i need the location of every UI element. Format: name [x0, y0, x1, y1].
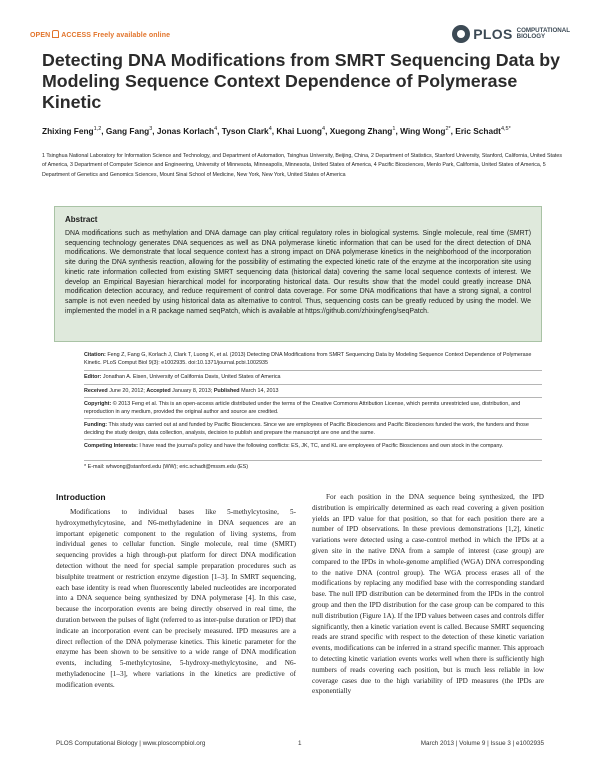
page-number: 1	[298, 740, 302, 747]
intro-paragraph: For each position in the DNA sequence being synthesized, the IPD distribution is empirically determined as each read covering a given position yields an IPD value for that position, so that for each position there are a number of IPD observations. In these previous demonstrations [1,2], kinetic variations were detected using a case-control method in which the IPDs at a given site in the native DNA from a sample of interest (case group) are compared to the IPDs in whole-genome amplified (WGA) DNA corresponding to the native DNA (control group). The WGA process erases all of the modifications by replacing any modified base with the corresponding standard base. The null IPD distribution can be determined from the IPDs in the control group and then the IPD distribution for the case group can be compared to this null distribution (Figure 1A). If the IPD values between cases and controls differ significantly, then a kinetic variation event is called. Because SMRT sequencing reads are strand specific with respect to the detection of these kinetic variation events, modifications can be inferred in a strand specific manner. This approach to detecting kinetic variation events works well when there is sufficiently high numbers of reads covering each position, but is much less reliable in low coverage cases due to the high variability of IPD measures (the IPDs are exponentially	[312, 493, 545, 696]
dates: Received June 20, 2012; Accepted January 8, 2013; Published March 14, 2013	[84, 388, 279, 394]
author: Gang Fang$^3$,	[105, 125, 157, 136]
divider	[84, 418, 542, 419]
open-label: OPEN	[30, 32, 51, 39]
affiliations: 1 Tsinghua National Laboratory for Information Science and Technology, and Department of Automation, Tsinghua University, Beijing, China, 2 Department of Statistics, Stanford University, Stanford, California, United States of America, 3 Department of Computer Science and Engineering, University of Minnesota, Minneapolis, Minnesota, United States of America, 4 Pacific Biosciences, Menlo Park, California, United States of America, 5 Department of Genetics and Genomics Sciences, Mount Sinai School of Medicine, New York, New York, United States of America	[42, 153, 562, 178]
access-label: ACCESS	[61, 32, 92, 39]
left-column	[56, 507, 296, 691]
intro-heading: Introduction	[56, 492, 106, 502]
footer-issue: March 2013 | Volume 9 | Issue 3 | e1002935	[420, 740, 544, 747]
open-access-banner	[30, 30, 170, 39]
intro-paragraph: Modifications to individual bases like 5-methylcytosine, 5-hydroxymethylcytosine, and N6-methyladenine in DNA sequences are an important epigenetic component to the regulation of living systems, from individual genes to cellular function. Single molecule, real time (SMRT) sequencing provides a high through-put platform for direct DNA modification detection without the need for special sample preparation procedures such as bisulphite treatment or restriction enzyme digestion [1–3]. In SMRT sequencing, each base identity is read when fluorescently labeled nucleotides are incorporated into a DNA sequence being synthesized by DNA polymerase [4]. In this case, because the incorporation events are being directly observed in real time, the duration between the pulses of light (referred to as inter-pulse duration or IPD) that indicate an incorporation event can be precisely measured. IPD measures are a direct reflection of the DNA polymerase kinetics. This kinetic parameter for the enzyme has been shown to be sensitive to a wide range of DNA modification events, including 5-methylcytosine, 5-hydroxy-methylcytosine, and N6-methyladenocine [1–3], where variations in the kinetics are predictive of modification events.	[56, 508, 296, 689]
footer-journal: PLOS Computational Biology | www.ploscompbiol.org	[56, 740, 206, 747]
author: Zhixing Feng$^{1,2}$,	[42, 125, 106, 136]
author: Tyson Clark$^4$,	[221, 125, 277, 136]
email: * E-mail: whwong@stanford.edu (WW); eric.schadt@mssm.edu (ES)	[84, 464, 249, 470]
plos-logo	[452, 25, 570, 43]
author: Eric Schadt$^{4,5*}$	[455, 125, 511, 136]
lock-icon	[52, 30, 59, 38]
editor: Editor: Jonathan A. Eisen, University of California Davis, United States of America	[84, 374, 281, 380]
freely-available-label: Freely available online	[93, 32, 171, 39]
plos-logo-text: PLOS	[473, 26, 513, 42]
abstract-heading: Abstract	[65, 215, 98, 224]
article-title: Detecting DNA Modifications from SMRT Sequencing Data by Modeling Sequence Context Dependence of Polymerase Kinetic	[42, 50, 561, 112]
author: Khai Luong$^4$,	[276, 125, 330, 136]
divider	[84, 370, 542, 371]
divider	[84, 397, 542, 398]
copyright: Copyright: © 2013 Feng et al. This is an open-access article distributed under the terms of the Creative Commons Attribution License, which permits unrestricted use, distribution, and reproduction in any medium, provided the original author and source are credited.	[84, 401, 521, 416]
abstract-box	[54, 206, 542, 342]
plos-logo-icon	[452, 25, 470, 43]
divider	[84, 439, 542, 440]
author: Wing Wong$^{2*}$,	[400, 125, 456, 136]
author: Xuegong Zhang$^1$,	[329, 125, 401, 136]
competing-interests: Competing Interests: I have read the journal's policy and have the following conflicts: ES, JK, TC, and KL are employees of Pacific Biosciences and own stock in the company.	[84, 443, 504, 449]
funding: Funding: This study was carried out at and funded by Pacific Biosciences. Since we are employees of Pacific Biosciences and Pacific Biosciences funded the work, the funders and those deciding the study design, data collection, analysis, decision to publish and prepare the manuscript are one and the same.	[84, 422, 529, 437]
divider	[84, 384, 542, 385]
author-list	[42, 123, 562, 138]
abstract-text: DNA modifications such as methylation and DNA damage can play critical regulatory roles in biological systems. Single molecule, real time (SMRT) sequencing technology generates DNA sequences as well as DNA polymerase kinetic information that can be used for the direct detection of DNA modifications. We demonstrate that local sequence context has a strong impact on DNA polymerase kinetics in the neighborhood of the incorporation site during the DNA synthesis reaction, allowing for the possibility of estimating the expected kinetic rate of the enzyme at the incorporation site using kinetic rate information collected from existing SMRT sequencing data (historical data) covering the same local sequence contexts of interest. We develop an Empirical Bayesian hierarchical model for incorporating historical data. Our results show that the model could greatly increase DNA modification detection accuracy, and reduce requirement of control data coverage. For some DNA modifications that have a strong signal, a control sample is not even needed by using historical data as alternative to control. Thus, sequencing costs can be greatly reduced by using the model. We implemented the model in a R package named seqPatch, which is available at https://github.com/zhixingfeng/seqPatch.	[65, 230, 531, 315]
right-column	[312, 492, 544, 697]
author: Jonas Korlach$^4$,	[156, 125, 222, 136]
journal-name: COMPUTATIONAL BIOLOGY	[516, 26, 570, 40]
divider	[84, 460, 542, 461]
citation: Citation: Feng Z, Fang G, Korlach J, Clark T, Luong K, et al. (2013) Detecting DNA Modifications from SMRT Sequencing Data by Modeling Sequence Context Dependence of Polymerase Kinetic. PLoS Comput Biol 9(3): e1002935. doi:10.1371/journal.pcbi.1002935	[84, 352, 532, 367]
